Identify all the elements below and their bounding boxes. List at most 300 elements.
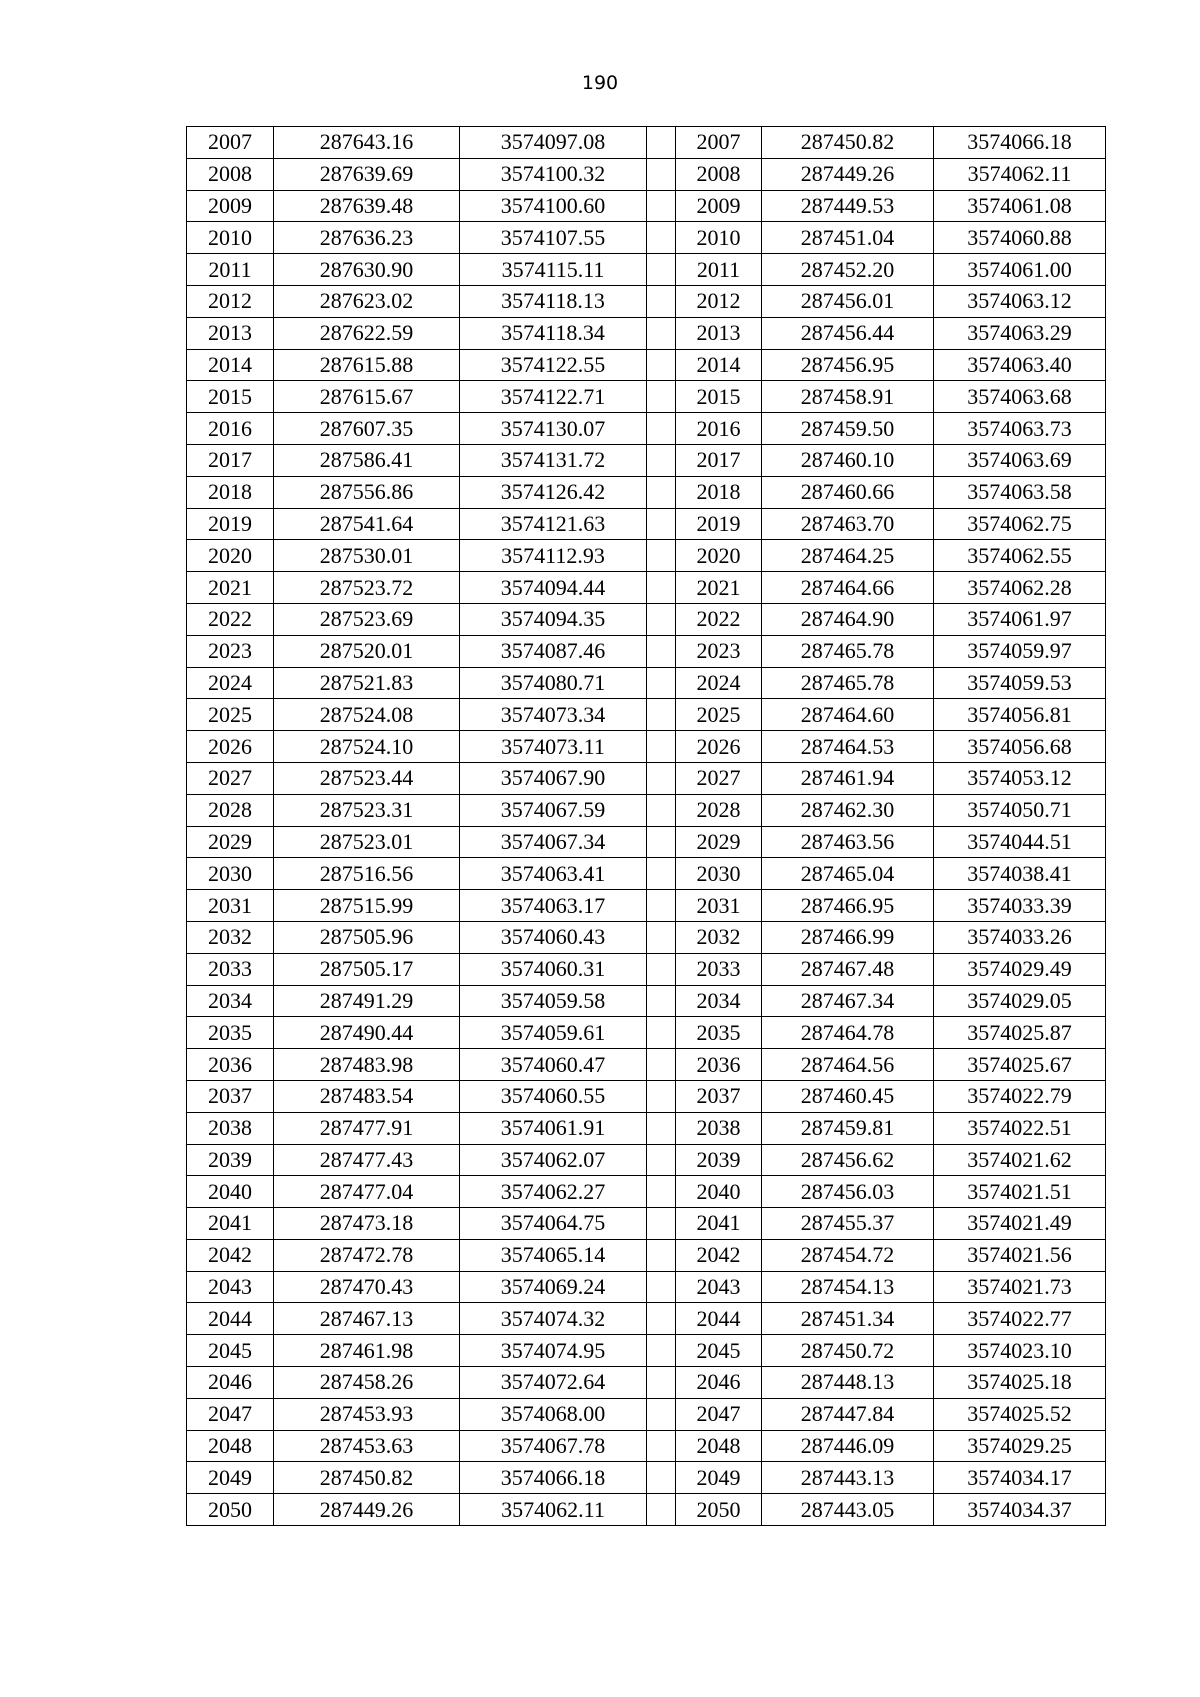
y-coordinate-cell: 3574063.12 bbox=[934, 285, 1106, 317]
x-coordinate-cell: 287622.59 bbox=[274, 317, 460, 349]
y-coordinate-cell: 3574080.71 bbox=[460, 667, 647, 699]
point-id-cell: 2028 bbox=[187, 794, 274, 826]
point-id-cell: 2040 bbox=[676, 1176, 762, 1208]
x-coordinate-cell: 287541.64 bbox=[274, 508, 460, 540]
spacer-cell bbox=[647, 1144, 676, 1176]
point-id-cell: 2041 bbox=[187, 1208, 274, 1240]
x-coordinate-cell: 287483.98 bbox=[274, 1049, 460, 1081]
point-id-cell: 2045 bbox=[187, 1335, 274, 1367]
spacer-cell bbox=[647, 1335, 676, 1367]
point-id-cell: 2039 bbox=[676, 1144, 762, 1176]
point-id-cell: 2039 bbox=[187, 1144, 274, 1176]
table-row bbox=[187, 1430, 1106, 1462]
table-row bbox=[187, 985, 1106, 1017]
x-coordinate-cell: 287458.91 bbox=[762, 381, 934, 413]
y-coordinate-cell: 3574062.11 bbox=[934, 158, 1106, 190]
point-id-cell: 2032 bbox=[676, 921, 762, 953]
y-coordinate-cell: 3574025.67 bbox=[934, 1049, 1106, 1081]
y-coordinate-cell: 3574067.34 bbox=[460, 826, 647, 858]
table-row bbox=[187, 1080, 1106, 1112]
point-id-cell: 2021 bbox=[676, 572, 762, 604]
spacer-cell bbox=[647, 699, 676, 731]
x-coordinate-cell: 287458.26 bbox=[274, 1367, 460, 1399]
y-coordinate-cell: 3574074.95 bbox=[460, 1335, 647, 1367]
spacer-cell bbox=[647, 667, 676, 699]
spacer-cell bbox=[647, 1239, 676, 1271]
x-coordinate-cell: 287443.05 bbox=[762, 1494, 934, 1526]
spacer-cell bbox=[647, 921, 676, 953]
point-id-cell: 2029 bbox=[187, 826, 274, 858]
spacer-cell bbox=[647, 1398, 676, 1430]
table-row bbox=[187, 1017, 1106, 1049]
y-coordinate-cell: 3574059.53 bbox=[934, 667, 1106, 699]
spacer-cell bbox=[647, 1462, 676, 1494]
x-coordinate-cell: 287448.13 bbox=[762, 1367, 934, 1399]
y-coordinate-cell: 3574115.11 bbox=[460, 254, 647, 286]
point-id-cell: 2010 bbox=[187, 222, 274, 254]
spacer-cell bbox=[647, 794, 676, 826]
x-coordinate-cell: 287466.99 bbox=[762, 921, 934, 953]
y-coordinate-cell: 3574072.64 bbox=[460, 1367, 647, 1399]
point-id-cell: 2034 bbox=[187, 985, 274, 1017]
y-coordinate-cell: 3574063.41 bbox=[460, 858, 647, 890]
table-row bbox=[187, 794, 1106, 826]
y-coordinate-cell: 3574063.68 bbox=[934, 381, 1106, 413]
x-coordinate-cell: 287452.20 bbox=[762, 254, 934, 286]
point-id-cell: 2013 bbox=[676, 317, 762, 349]
table-row bbox=[187, 699, 1106, 731]
point-id-cell: 2023 bbox=[187, 635, 274, 667]
y-coordinate-cell: 3574056.81 bbox=[934, 699, 1106, 731]
spacer-cell bbox=[647, 603, 676, 635]
table-row bbox=[187, 444, 1106, 476]
y-coordinate-cell: 3574034.17 bbox=[934, 1462, 1106, 1494]
y-coordinate-cell: 3574067.59 bbox=[460, 794, 647, 826]
point-id-cell: 2033 bbox=[187, 953, 274, 985]
y-coordinate-cell: 3574062.75 bbox=[934, 508, 1106, 540]
point-id-cell: 2009 bbox=[676, 190, 762, 222]
point-id-cell: 2023 bbox=[676, 635, 762, 667]
spacer-cell bbox=[647, 1271, 676, 1303]
spacer-cell bbox=[647, 1049, 676, 1081]
spacer-cell bbox=[647, 444, 676, 476]
y-coordinate-cell: 3574059.61 bbox=[460, 1017, 647, 1049]
x-coordinate-cell: 287607.35 bbox=[274, 413, 460, 445]
y-coordinate-cell: 3574053.12 bbox=[934, 762, 1106, 794]
table-row bbox=[187, 285, 1106, 317]
point-id-cell: 2017 bbox=[676, 444, 762, 476]
point-id-cell: 2011 bbox=[187, 254, 274, 286]
point-id-cell: 2042 bbox=[187, 1239, 274, 1271]
y-coordinate-cell: 3574063.40 bbox=[934, 349, 1106, 381]
y-coordinate-cell: 3574062.28 bbox=[934, 572, 1106, 604]
point-id-cell: 2042 bbox=[676, 1239, 762, 1271]
spacer-cell bbox=[647, 317, 676, 349]
x-coordinate-cell: 287450.72 bbox=[762, 1335, 934, 1367]
x-coordinate-cell: 287523.44 bbox=[274, 762, 460, 794]
y-coordinate-cell: 3574067.90 bbox=[460, 762, 647, 794]
spacer-cell bbox=[647, 953, 676, 985]
point-id-cell: 2050 bbox=[676, 1494, 762, 1526]
y-coordinate-cell: 3574061.91 bbox=[460, 1112, 647, 1144]
x-coordinate-cell: 287459.81 bbox=[762, 1112, 934, 1144]
x-coordinate-cell: 287523.72 bbox=[274, 572, 460, 604]
table-row bbox=[187, 317, 1106, 349]
x-coordinate-cell: 287586.41 bbox=[274, 444, 460, 476]
point-id-cell: 2035 bbox=[187, 1017, 274, 1049]
spacer-cell bbox=[647, 222, 676, 254]
y-coordinate-cell: 3574122.71 bbox=[460, 381, 647, 413]
point-id-cell: 2025 bbox=[187, 699, 274, 731]
y-coordinate-cell: 3574022.51 bbox=[934, 1112, 1106, 1144]
x-coordinate-cell: 287477.04 bbox=[274, 1176, 460, 1208]
spacer-cell bbox=[647, 1112, 676, 1144]
point-id-cell: 2015 bbox=[676, 381, 762, 413]
point-id-cell: 2019 bbox=[187, 508, 274, 540]
table-row bbox=[187, 349, 1106, 381]
x-coordinate-cell: 287460.66 bbox=[762, 476, 934, 508]
point-id-cell: 2008 bbox=[187, 158, 274, 190]
point-id-cell: 2012 bbox=[676, 285, 762, 317]
y-coordinate-cell: 3574060.55 bbox=[460, 1080, 647, 1112]
table-row bbox=[187, 731, 1106, 763]
point-id-cell: 2022 bbox=[676, 603, 762, 635]
x-coordinate-cell: 287454.13 bbox=[762, 1271, 934, 1303]
x-coordinate-cell: 287450.82 bbox=[762, 127, 934, 159]
point-id-cell: 2019 bbox=[676, 508, 762, 540]
coordinates-table bbox=[186, 126, 1106, 1526]
point-id-cell: 2014 bbox=[187, 349, 274, 381]
y-coordinate-cell: 3574060.31 bbox=[460, 953, 647, 985]
point-id-cell: 2046 bbox=[187, 1367, 274, 1399]
table-row bbox=[187, 1398, 1106, 1430]
y-coordinate-cell: 3574063.17 bbox=[460, 890, 647, 922]
x-coordinate-cell: 287464.25 bbox=[762, 540, 934, 572]
spacer-cell bbox=[647, 890, 676, 922]
point-id-cell: 2025 bbox=[676, 699, 762, 731]
spacer-cell bbox=[647, 1367, 676, 1399]
y-coordinate-cell: 3574094.35 bbox=[460, 603, 647, 635]
point-id-cell: 2040 bbox=[187, 1176, 274, 1208]
x-coordinate-cell: 287630.90 bbox=[274, 254, 460, 286]
x-coordinate-cell: 287490.44 bbox=[274, 1017, 460, 1049]
y-coordinate-cell: 3574061.00 bbox=[934, 254, 1106, 286]
x-coordinate-cell: 287467.48 bbox=[762, 953, 934, 985]
spacer-cell bbox=[647, 1017, 676, 1049]
y-coordinate-cell: 3574107.55 bbox=[460, 222, 647, 254]
point-id-cell: 2050 bbox=[187, 1494, 274, 1526]
table-row bbox=[187, 254, 1106, 286]
spacer-cell bbox=[647, 572, 676, 604]
x-coordinate-cell: 287453.63 bbox=[274, 1430, 460, 1462]
table-row bbox=[187, 1271, 1106, 1303]
x-coordinate-cell: 287523.69 bbox=[274, 603, 460, 635]
x-coordinate-cell: 287643.16 bbox=[274, 127, 460, 159]
y-coordinate-cell: 3574060.43 bbox=[460, 921, 647, 953]
x-coordinate-cell: 287465.78 bbox=[762, 667, 934, 699]
x-coordinate-cell: 287473.18 bbox=[274, 1208, 460, 1240]
point-id-cell: 2033 bbox=[676, 953, 762, 985]
y-coordinate-cell: 3574022.79 bbox=[934, 1080, 1106, 1112]
y-coordinate-cell: 3574073.34 bbox=[460, 699, 647, 731]
spacer-cell bbox=[647, 985, 676, 1017]
point-id-cell: 2049 bbox=[187, 1462, 274, 1494]
spacer-cell bbox=[647, 1080, 676, 1112]
y-coordinate-cell: 3574044.51 bbox=[934, 826, 1106, 858]
point-id-cell: 2021 bbox=[187, 572, 274, 604]
x-coordinate-cell: 287465.78 bbox=[762, 635, 934, 667]
y-coordinate-cell: 3574034.37 bbox=[934, 1494, 1106, 1526]
x-coordinate-cell: 287505.17 bbox=[274, 953, 460, 985]
x-coordinate-cell: 287454.72 bbox=[762, 1239, 934, 1271]
y-coordinate-cell: 3574068.00 bbox=[460, 1398, 647, 1430]
x-coordinate-cell: 287460.45 bbox=[762, 1080, 934, 1112]
point-id-cell: 2017 bbox=[187, 444, 274, 476]
spacer-cell bbox=[647, 1303, 676, 1335]
y-coordinate-cell: 3574126.42 bbox=[460, 476, 647, 508]
x-coordinate-cell: 287464.66 bbox=[762, 572, 934, 604]
table-row bbox=[187, 1176, 1106, 1208]
spacer-cell bbox=[647, 762, 676, 794]
point-id-cell: 2007 bbox=[187, 127, 274, 159]
point-id-cell: 2044 bbox=[187, 1303, 274, 1335]
point-id-cell: 2037 bbox=[676, 1080, 762, 1112]
point-id-cell: 2043 bbox=[676, 1271, 762, 1303]
x-coordinate-cell: 287472.78 bbox=[274, 1239, 460, 1271]
table-row bbox=[187, 381, 1106, 413]
page-number: 190 bbox=[581, 72, 619, 94]
y-coordinate-cell: 3574029.05 bbox=[934, 985, 1106, 1017]
x-coordinate-cell: 287505.96 bbox=[274, 921, 460, 953]
x-coordinate-cell: 287447.84 bbox=[762, 1398, 934, 1430]
point-id-cell: 2047 bbox=[676, 1398, 762, 1430]
point-id-cell: 2026 bbox=[676, 731, 762, 763]
table-row bbox=[187, 1494, 1106, 1526]
point-id-cell: 2022 bbox=[187, 603, 274, 635]
y-coordinate-cell: 3574087.46 bbox=[460, 635, 647, 667]
point-id-cell: 2012 bbox=[187, 285, 274, 317]
point-id-cell: 2008 bbox=[676, 158, 762, 190]
y-coordinate-cell: 3574069.24 bbox=[460, 1271, 647, 1303]
coordinates-table-body bbox=[187, 127, 1106, 1526]
spacer-cell bbox=[647, 858, 676, 890]
y-coordinate-cell: 3574021.73 bbox=[934, 1271, 1106, 1303]
point-id-cell: 2027 bbox=[187, 762, 274, 794]
spacer-cell bbox=[647, 731, 676, 763]
point-id-cell: 2032 bbox=[187, 921, 274, 953]
table-row bbox=[187, 158, 1106, 190]
spacer-cell bbox=[647, 254, 676, 286]
point-id-cell: 2034 bbox=[676, 985, 762, 1017]
spacer-cell bbox=[647, 826, 676, 858]
y-coordinate-cell: 3574033.39 bbox=[934, 890, 1106, 922]
y-coordinate-cell: 3574022.77 bbox=[934, 1303, 1106, 1335]
x-coordinate-cell: 287449.26 bbox=[762, 158, 934, 190]
table-row bbox=[187, 921, 1106, 953]
y-coordinate-cell: 3574060.47 bbox=[460, 1049, 647, 1081]
spacer-cell bbox=[647, 190, 676, 222]
x-coordinate-cell: 287464.60 bbox=[762, 699, 934, 731]
table-row bbox=[187, 1208, 1106, 1240]
y-coordinate-cell: 3574061.97 bbox=[934, 603, 1106, 635]
table-row bbox=[187, 667, 1106, 699]
table-row bbox=[187, 508, 1106, 540]
x-coordinate-cell: 287515.99 bbox=[274, 890, 460, 922]
x-coordinate-cell: 287464.78 bbox=[762, 1017, 934, 1049]
y-coordinate-cell: 3574066.18 bbox=[934, 127, 1106, 159]
table-row bbox=[187, 572, 1106, 604]
x-coordinate-cell: 287521.83 bbox=[274, 667, 460, 699]
x-coordinate-cell: 287463.56 bbox=[762, 826, 934, 858]
table-row bbox=[187, 1144, 1106, 1176]
spacer-cell bbox=[647, 476, 676, 508]
table-row bbox=[187, 1049, 1106, 1081]
spacer-cell bbox=[647, 413, 676, 445]
x-coordinate-cell: 287461.94 bbox=[762, 762, 934, 794]
x-coordinate-cell: 287449.53 bbox=[762, 190, 934, 222]
y-coordinate-cell: 3574131.72 bbox=[460, 444, 647, 476]
x-coordinate-cell: 287464.56 bbox=[762, 1049, 934, 1081]
y-coordinate-cell: 3574021.49 bbox=[934, 1208, 1106, 1240]
x-coordinate-cell: 287477.91 bbox=[274, 1112, 460, 1144]
table-row bbox=[187, 762, 1106, 794]
x-coordinate-cell: 287455.37 bbox=[762, 1208, 934, 1240]
y-coordinate-cell: 3574021.56 bbox=[934, 1239, 1106, 1271]
point-id-cell: 2014 bbox=[676, 349, 762, 381]
spacer-cell bbox=[647, 158, 676, 190]
point-id-cell: 2038 bbox=[187, 1112, 274, 1144]
spacer-cell bbox=[647, 1208, 676, 1240]
x-coordinate-cell: 287464.90 bbox=[762, 603, 934, 635]
point-id-cell: 2030 bbox=[187, 858, 274, 890]
spacer-cell bbox=[647, 1176, 676, 1208]
y-coordinate-cell: 3574094.44 bbox=[460, 572, 647, 604]
spacer-cell bbox=[647, 1494, 676, 1526]
y-coordinate-cell: 3574100.60 bbox=[460, 190, 647, 222]
point-id-cell: 2010 bbox=[676, 222, 762, 254]
spacer-cell bbox=[647, 508, 676, 540]
y-coordinate-cell: 3574118.34 bbox=[460, 317, 647, 349]
x-coordinate-cell: 287523.01 bbox=[274, 826, 460, 858]
x-coordinate-cell: 287636.23 bbox=[274, 222, 460, 254]
point-id-cell: 2015 bbox=[187, 381, 274, 413]
x-coordinate-cell: 287451.04 bbox=[762, 222, 934, 254]
y-coordinate-cell: 3574065.14 bbox=[460, 1239, 647, 1271]
y-coordinate-cell: 3574021.62 bbox=[934, 1144, 1106, 1176]
y-coordinate-cell: 3574100.32 bbox=[460, 158, 647, 190]
y-coordinate-cell: 3574033.26 bbox=[934, 921, 1106, 953]
x-coordinate-cell: 287556.86 bbox=[274, 476, 460, 508]
point-id-cell: 2027 bbox=[676, 762, 762, 794]
x-coordinate-cell: 287467.13 bbox=[274, 1303, 460, 1335]
x-coordinate-cell: 287461.98 bbox=[274, 1335, 460, 1367]
y-coordinate-cell: 3574122.55 bbox=[460, 349, 647, 381]
table-row bbox=[187, 858, 1106, 890]
y-coordinate-cell: 3574062.07 bbox=[460, 1144, 647, 1176]
y-coordinate-cell: 3574029.49 bbox=[934, 953, 1106, 985]
x-coordinate-cell: 287456.01 bbox=[762, 285, 934, 317]
point-id-cell: 2024 bbox=[187, 667, 274, 699]
point-id-cell: 2048 bbox=[676, 1430, 762, 1462]
x-coordinate-cell: 287516.56 bbox=[274, 858, 460, 890]
x-coordinate-cell: 287530.01 bbox=[274, 540, 460, 572]
y-coordinate-cell: 3574063.58 bbox=[934, 476, 1106, 508]
point-id-cell: 2018 bbox=[676, 476, 762, 508]
y-coordinate-cell: 3574064.75 bbox=[460, 1208, 647, 1240]
x-coordinate-cell: 287520.01 bbox=[274, 635, 460, 667]
point-id-cell: 2029 bbox=[676, 826, 762, 858]
x-coordinate-cell: 287463.70 bbox=[762, 508, 934, 540]
y-coordinate-cell: 3574060.88 bbox=[934, 222, 1106, 254]
x-coordinate-cell: 287639.69 bbox=[274, 158, 460, 190]
x-coordinate-cell: 287451.34 bbox=[762, 1303, 934, 1335]
point-id-cell: 2018 bbox=[187, 476, 274, 508]
x-coordinate-cell: 287465.04 bbox=[762, 858, 934, 890]
x-coordinate-cell: 287456.95 bbox=[762, 349, 934, 381]
y-coordinate-cell: 3574073.11 bbox=[460, 731, 647, 763]
y-coordinate-cell: 3574130.07 bbox=[460, 413, 647, 445]
spacer-cell bbox=[647, 381, 676, 413]
y-coordinate-cell: 3574097.08 bbox=[460, 127, 647, 159]
y-coordinate-cell: 3574112.93 bbox=[460, 540, 647, 572]
table-row bbox=[187, 413, 1106, 445]
table-row bbox=[187, 1335, 1106, 1367]
point-id-cell: 2011 bbox=[676, 254, 762, 286]
table-row bbox=[187, 1239, 1106, 1271]
point-id-cell: 2009 bbox=[187, 190, 274, 222]
x-coordinate-cell: 287523.31 bbox=[274, 794, 460, 826]
table-row bbox=[187, 476, 1106, 508]
point-id-cell: 2020 bbox=[187, 540, 274, 572]
x-coordinate-cell: 287446.09 bbox=[762, 1430, 934, 1462]
spacer-cell bbox=[647, 349, 676, 381]
table-row bbox=[187, 890, 1106, 922]
x-coordinate-cell: 287462.30 bbox=[762, 794, 934, 826]
x-coordinate-cell: 287491.29 bbox=[274, 985, 460, 1017]
x-coordinate-cell: 287456.03 bbox=[762, 1176, 934, 1208]
point-id-cell: 2016 bbox=[187, 413, 274, 445]
table-row bbox=[187, 1112, 1106, 1144]
x-coordinate-cell: 287467.34 bbox=[762, 985, 934, 1017]
y-coordinate-cell: 3574021.51 bbox=[934, 1176, 1106, 1208]
x-coordinate-cell: 287477.43 bbox=[274, 1144, 460, 1176]
point-id-cell: 2041 bbox=[676, 1208, 762, 1240]
y-coordinate-cell: 3574056.68 bbox=[934, 731, 1106, 763]
y-coordinate-cell: 3574074.32 bbox=[460, 1303, 647, 1335]
y-coordinate-cell: 3574063.29 bbox=[934, 317, 1106, 349]
x-coordinate-cell: 287459.50 bbox=[762, 413, 934, 445]
table-row bbox=[187, 826, 1106, 858]
y-coordinate-cell: 3574063.69 bbox=[934, 444, 1106, 476]
point-id-cell: 2035 bbox=[676, 1017, 762, 1049]
x-coordinate-cell: 287456.62 bbox=[762, 1144, 934, 1176]
x-coordinate-cell: 287639.48 bbox=[274, 190, 460, 222]
y-coordinate-cell: 3574062.27 bbox=[460, 1176, 647, 1208]
x-coordinate-cell: 287464.53 bbox=[762, 731, 934, 763]
point-id-cell: 2046 bbox=[676, 1367, 762, 1399]
point-id-cell: 2037 bbox=[187, 1080, 274, 1112]
point-id-cell: 2045 bbox=[676, 1335, 762, 1367]
y-coordinate-cell: 3574029.25 bbox=[934, 1430, 1106, 1462]
point-id-cell: 2049 bbox=[676, 1462, 762, 1494]
point-id-cell: 2043 bbox=[187, 1271, 274, 1303]
point-id-cell: 2016 bbox=[676, 413, 762, 445]
x-coordinate-cell: 287623.02 bbox=[274, 285, 460, 317]
point-id-cell: 2031 bbox=[187, 890, 274, 922]
x-coordinate-cell: 287453.93 bbox=[274, 1398, 460, 1430]
x-coordinate-cell: 287466.95 bbox=[762, 890, 934, 922]
y-coordinate-cell: 3574061.08 bbox=[934, 190, 1106, 222]
